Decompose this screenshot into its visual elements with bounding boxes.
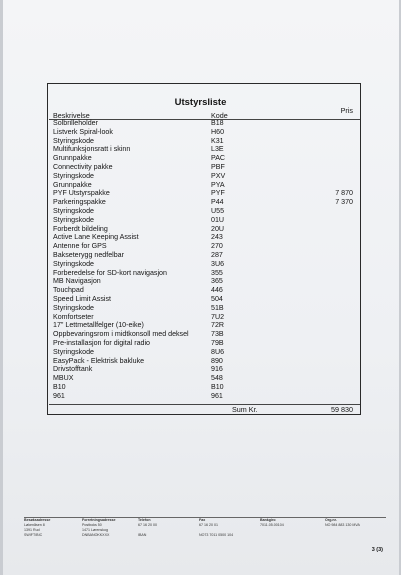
table-row	[0, 207, 401, 216]
item-code: 890	[211, 356, 223, 365]
item-code: 7U2	[211, 312, 225, 321]
footer-line: 67 16 20 01	[199, 523, 218, 527]
item-code: 20U	[211, 224, 225, 233]
item-description: Komfortseter	[53, 312, 94, 321]
item-description: PYF Utstyrspakke	[53, 189, 110, 198]
item-description: Connectivity pakke	[53, 162, 113, 171]
item-description: Styringskode	[53, 136, 95, 145]
footer-line: 1471 Lørenskog	[82, 528, 108, 532]
item-description: Listverk Spiral-look	[53, 127, 113, 136]
item-description: Styringskode	[53, 303, 95, 312]
item-description: Oppbevaringsrom i midtkonsoll med deksel	[53, 330, 189, 339]
item-code: 51B	[211, 303, 224, 312]
item-description: 961	[53, 391, 65, 400]
item-code: 73B	[211, 330, 224, 339]
footer-line: SWIFT/BIC	[24, 533, 43, 537]
table-row	[0, 154, 401, 163]
footer-line: NO73 7011 0500 104	[199, 533, 234, 537]
footer-line: 1391 Rud	[24, 528, 40, 532]
table-row	[0, 251, 401, 260]
item-description: Parkeringspakke	[53, 198, 106, 207]
document-title: Utstyrsliste	[174, 97, 227, 108]
table-row	[0, 225, 401, 234]
item-code: PXV	[211, 171, 226, 180]
item-description: Styringskode	[53, 347, 95, 356]
page-number: 3 (3)	[371, 547, 383, 553]
footer-heading: Besøksadresse	[24, 518, 51, 522]
item-code: L3E	[211, 145, 224, 154]
item-code: 365	[211, 277, 223, 286]
footer-line: IBAN	[138, 533, 147, 537]
table-row	[0, 348, 401, 357]
item-code: 72R	[211, 321, 225, 330]
item-code: U55	[211, 206, 225, 215]
item-description: Multifunksjonsratt i skinn	[53, 145, 131, 154]
item-description: Forberedelse for SD-kort navigasjon	[53, 268, 167, 277]
footer-line: Løkenåsen 8	[24, 523, 45, 527]
item-code: 3U6	[211, 259, 225, 268]
footer-line: 67 16 20 00	[138, 523, 157, 527]
footer-column	[260, 518, 284, 538]
item-price: 7 370	[335, 198, 353, 207]
table-row	[0, 286, 401, 295]
item-code: 287	[211, 250, 223, 259]
item-description: Drivstofftank	[53, 365, 93, 374]
footer-line	[260, 533, 284, 538]
header-description: Beskrivelse	[53, 111, 90, 120]
sum-label: Sum Kr.	[232, 405, 258, 414]
table-row	[0, 181, 401, 190]
table-row	[0, 233, 401, 242]
item-description: Styringskode	[53, 259, 95, 268]
table-row	[0, 260, 401, 269]
item-description: Solbrilleholder	[53, 119, 98, 127]
table-row	[0, 365, 401, 374]
table-row	[0, 392, 401, 401]
table-row	[0, 383, 401, 392]
footer-line: DNBANOKKXXX	[82, 533, 110, 537]
item-description: MBUX	[53, 374, 74, 383]
footer-line: NO 984 883 130 MVA	[325, 523, 360, 527]
table-row	[0, 128, 401, 137]
item-description: MB Navigasjon	[53, 277, 101, 286]
item-description: Styringskode	[53, 206, 95, 215]
footer-line: 7011.05.00104	[260, 523, 284, 527]
footer-column	[82, 518, 116, 538]
item-code: 916	[211, 365, 223, 374]
item-code: 961	[211, 391, 223, 400]
footer-line: Postboks 50	[82, 523, 102, 527]
footer-heading: Org.nr.	[325, 518, 337, 522]
footer-column	[24, 518, 50, 538]
item-description: Grunnpakke	[53, 154, 92, 163]
item-code: 8U6	[211, 347, 225, 356]
item-code: P44	[211, 198, 224, 207]
item-description: Bakseterygg nedfelbar	[53, 250, 124, 259]
table-row	[0, 277, 401, 286]
item-description: Pre-installasjon for digital radio	[53, 338, 150, 347]
table-row	[0, 269, 401, 278]
table-row	[0, 304, 401, 313]
footer-heading: Fax	[199, 518, 206, 522]
equipment-table	[0, 119, 401, 401]
item-code: B10	[211, 382, 224, 391]
item-description: Styringskode	[53, 215, 95, 224]
item-description: Touchpad	[53, 286, 84, 295]
header-code: Kode	[211, 111, 228, 120]
table-row	[0, 145, 401, 154]
item-description: EasyPack - Elektrisk bakluke	[53, 356, 145, 365]
table-row	[0, 374, 401, 383]
table-row	[0, 357, 401, 366]
item-code: H60	[211, 127, 225, 136]
item-code: PYA	[211, 180, 225, 189]
sum-value: 59 830	[331, 405, 353, 414]
item-code: PBF	[211, 162, 225, 171]
item-description: Styringskode	[53, 171, 95, 180]
table-row	[0, 137, 401, 146]
table-row	[0, 189, 401, 198]
item-description: Active Lane Keeping Assist	[53, 233, 139, 242]
item-description: Forberdt bildeling	[53, 224, 108, 233]
table-row	[0, 119, 401, 128]
item-code: 548	[211, 374, 223, 383]
header-price: Pris	[340, 106, 353, 115]
footer-line	[325, 533, 360, 538]
footer-heading: Forretningsadresse	[82, 518, 116, 522]
item-description: Antenne for GPS	[53, 242, 107, 251]
table-row	[0, 216, 401, 225]
footer-heading: Bankgiro	[260, 518, 276, 522]
item-code: 504	[211, 294, 223, 303]
footer-column	[199, 518, 233, 538]
item-description: Speed Limit Assist	[53, 294, 111, 303]
item-code: 270	[211, 242, 223, 251]
item-code: B18	[211, 119, 224, 127]
item-code: PAC	[211, 154, 226, 163]
sum-divider	[49, 404, 360, 405]
footer-heading: Telefon	[138, 518, 151, 522]
item-description: Grunnpakke	[53, 180, 92, 189]
footer-column	[138, 518, 157, 538]
table-row	[0, 313, 401, 322]
table-row	[0, 295, 401, 304]
table-row	[0, 321, 401, 330]
item-description: 17" Lettmetallfelger (10-eike)	[53, 321, 144, 330]
table-row	[0, 339, 401, 348]
item-code: 243	[211, 233, 223, 242]
item-price: 7 870	[335, 189, 353, 198]
table-row	[0, 242, 401, 251]
footer-column	[325, 518, 360, 538]
item-code: K31	[211, 136, 224, 145]
table-row	[0, 198, 401, 207]
item-code: PYF	[211, 189, 225, 198]
item-code: 79B	[211, 338, 224, 347]
item-code: 01U	[211, 215, 225, 224]
table-row	[0, 330, 401, 339]
item-code: 446	[211, 286, 223, 295]
table-row	[0, 163, 401, 172]
table-row	[0, 172, 401, 181]
item-code: 355	[211, 268, 223, 277]
item-description: B10	[53, 382, 66, 391]
